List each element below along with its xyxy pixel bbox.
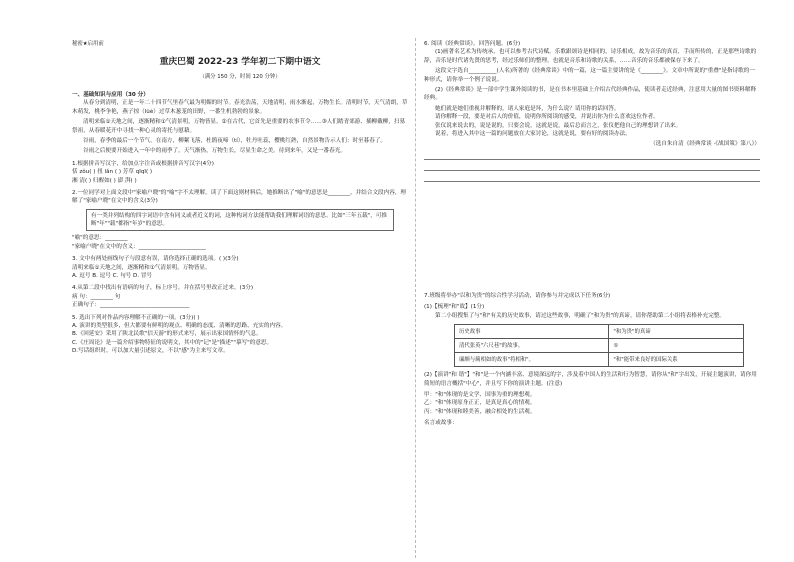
q4-sick-sentence: 病 句：________ 句 — [72, 293, 121, 300]
question-6-block — [424, 40, 760, 182]
q2-answer-1: "喻"的意思：________ — [72, 235, 128, 242]
right-column — [424, 0, 760, 562]
q1-row-1: 恬 zǒu( ) 扭 lǎn ( ) 芳草 qīqī( ) — [72, 169, 153, 176]
secret-label: 秘密★启用前 — [72, 41, 104, 47]
question-1: 1.根据拼音写汉字，给加点字注音或根据拼音写汉字(4分) — [72, 160, 214, 167]
question-3: 3. 文中有两处画线句子与段意有误，请你选择正确的选项。( )(3分) — [72, 256, 239, 263]
column-divider — [415, 38, 416, 558]
q2-answer-2: "家喻户晓"在文中的含义：________________________ — [72, 243, 206, 250]
q7-option-b: 乙："和"体现原身正正，是真是真心的情观。 — [424, 400, 536, 407]
question-7-block — [424, 292, 760, 428]
q6-paragraph-6: 张仪说来说去的，说是说的，只要会说，这就是说，最后总而言之，张仪把他自己的理想讲了出来。 — [435, 122, 682, 129]
q6-paragraph-5: 请你解释一段，要是对后人的价值，说明你所阅读的感受，并说出你为什么喜欢这位作者。 — [435, 114, 659, 121]
table-cell-story: 清代张英"六尺巷"的故事。 — [455, 339, 609, 353]
exam-meta: （满分 150 分，时间 120 分钟） — [199, 74, 281, 80]
q7-famous-quote: 名言或故事： — [424, 420, 458, 427]
q6-paragraph-1: (1)画著名艺术为传统承，也可以参考古代诗赋。乐歌跟颂诗是相同的，诗乐相成，故为音乐的真首，手而所传的，正是那些诗歌的辞，音乐是时代诸先贤的思考，经过乐师们的整理，也就是音乐和诗歌的关系，……音乐的音乐都被保存下来了。 — [424, 49, 757, 64]
answer-line-3[interactable] — [424, 174, 760, 182]
q6-paragraph-3: (2)《经典常谈》是一部中学生课外阅读的书，是在书本里基础上介绍古代经典作品，使读者走近经典，注意用大量的图书资料解释经典。 — [424, 86, 757, 102]
table-row — [455, 353, 744, 367]
section-1 — [72, 91, 408, 356]
q7-option-a: 甲："和"体现的是文学、国事为重的理想观。 — [424, 391, 536, 398]
question-4: 4.从第二段中找出有语病的句子，标上序号，并在括号里改正过来。(3分) — [72, 285, 254, 292]
table-cell-meaning: ① — [609, 339, 744, 353]
q3-options: A. 逗号 B. 逗号 C. 句号 D. 冒号 — [72, 273, 153, 280]
table-cell-meaning: "和为贵"的真谛 — [609, 325, 744, 339]
question-6: 6. 阅读《经典常谈》，回答问题。(6分) — [424, 41, 521, 47]
table-cell-story: 廉颇与蔺相如的故事"将相和"。 — [455, 353, 609, 367]
q7-option-c: 丙："和"体现和睦美善，融合相处的生活观。 — [424, 408, 536, 415]
q2-note-box: 有一类并列结构的四字词语中含有同义或者近义的词，这种构词方法能帮助我们理解词语的意思。比如"三年五载"，可推断"年""载"都指"年岁"的意思。 — [86, 209, 394, 232]
q6-paragraph-4: 她们就是她们重视并解释的，诸人家庭是坏，为什么说？请用你的话回答。 — [435, 105, 620, 112]
q1-row-2: 湘 清( ) 归醒如( ) 澎 湃( ) — [72, 177, 137, 184]
q7-task-1: (1)【梳理"和"故】(1分) — [424, 304, 485, 311]
paragraph-3: 谷雨，春季的最后一个节气。在南方，柳絮飞落，杜鹃夜啼（tí），牡丹吐蕊，樱桃红熟，自然景物告示人们：时至暮春了。 — [83, 137, 387, 144]
q5-option-d: D.写话组织时，可以加大量引述原文，不以"感"为主来写文章。 — [72, 348, 229, 355]
question-5: 5. 选出下列对作品内容理解不正确的一项。(3分)( ) — [72, 314, 200, 321]
paragraph-1: 从春分到清明，正是一年二十四节气里春气最为明媚的时节。春光浩荡，天地清明，雨水渐起，万物生长。清明时节，天气清朗，草木萌发，桃李争艳，燕子掠（lüè）过草木葱茏的田野，一番生机勃勃的景象。 — [72, 100, 408, 115]
q4-correct-sentence: 正确句子：________________________________ — [72, 302, 190, 309]
q5-option-a: A. 演讲的类型很多，但大都要有鲜明的观点、明确的态度、清晰的思路、充实的内容。 — [72, 322, 287, 329]
q6-source: （选自朱自清《经典常谈 ·《战国策》第八》） — [650, 141, 760, 148]
question-2: 2.一位同学对上面文段中"家喻户晓"的"喻"字不太理解，读了下面这则材料后，她推断出了"喻"的意思是________，并结合文段内容，理解了"家喻户晓"在文中的含义(3分) — [72, 189, 407, 205]
q7-task-1-desc: 第二小组搜集了与"和"有关的历史故事，请过这些故事，明确了"和为贵"的真谛。请你帮助第二小组将表格补充完整。 — [435, 312, 725, 319]
table-cell-story: 历史故事 — [455, 325, 609, 339]
q6-paragraph-2: 这段文字选自__________(人名)所著的《经典常谈》中的一篇，这一篇主要讲的是《________》。文章中所说的"重叠"是指诗歌的一种形式，请你举一个例子说说。 — [424, 68, 755, 83]
q3-text: 清明来临①天地之间，逐渐精和①气清景明，万物皆显。 — [72, 264, 211, 271]
answer-line-1[interactable] — [424, 152, 760, 160]
section-heading: 一、基础知识与应用（30 分） — [72, 92, 149, 98]
exam-title: 重庆巴蜀 2022-23 学年初二下期中语文 — [159, 57, 321, 67]
story-table — [454, 324, 744, 367]
q6-paragraph-7: 说着，将进入其中这一篇的问题放在大家讨论，这就是说，要有好的阅读办法。 — [435, 130, 631, 137]
table-row — [455, 339, 744, 353]
q5-option-c: C.《庄周论》是一篇介绍事物特征的说明文，其中的"记"是"描述""摹写"的意思。 — [72, 339, 273, 346]
question-7: 7.班级将举办"以和为贵"的综合性学习活动，请你参与并完成以下任务(6分) — [424, 293, 611, 299]
left-column — [72, 0, 408, 562]
q5-option-b: B.《回延安》采用了陕北民歌"信天游"的形式来写，展示出家国情怀的气息。 — [72, 331, 262, 338]
paragraph-4: 谷雨之后便要开始进入一年中的雨季了，天气渐热，万物生长，尽显生命之美。待到来年，又是一番春光。 — [83, 148, 346, 155]
table-row — [455, 325, 744, 339]
q7-task-2: (2)【演讲"和 谐"】"和"是一个内涵丰富、意境深远的字，涉及着中国人的生活和行为智慧，请你从"和"字出发，开展主题演讲，请你用简短的语言概括"中心"，并且写下你的演讲主题。(注意) — [424, 372, 757, 387]
paragraph-2: 清明来临①天地之间，逐渐精和①气清景明，万物皆显。②在古代，它首先是重要的农事节令……③人们踏青郊游、插柳戴柳，扫墓祭祖，从春暖花开中寻找一种心灵的寄托与慰藉。 — [72, 119, 406, 134]
table-cell-meaning: "和"能带来良好的国际关系 — [609, 353, 744, 367]
answer-line-2[interactable] — [424, 163, 760, 171]
